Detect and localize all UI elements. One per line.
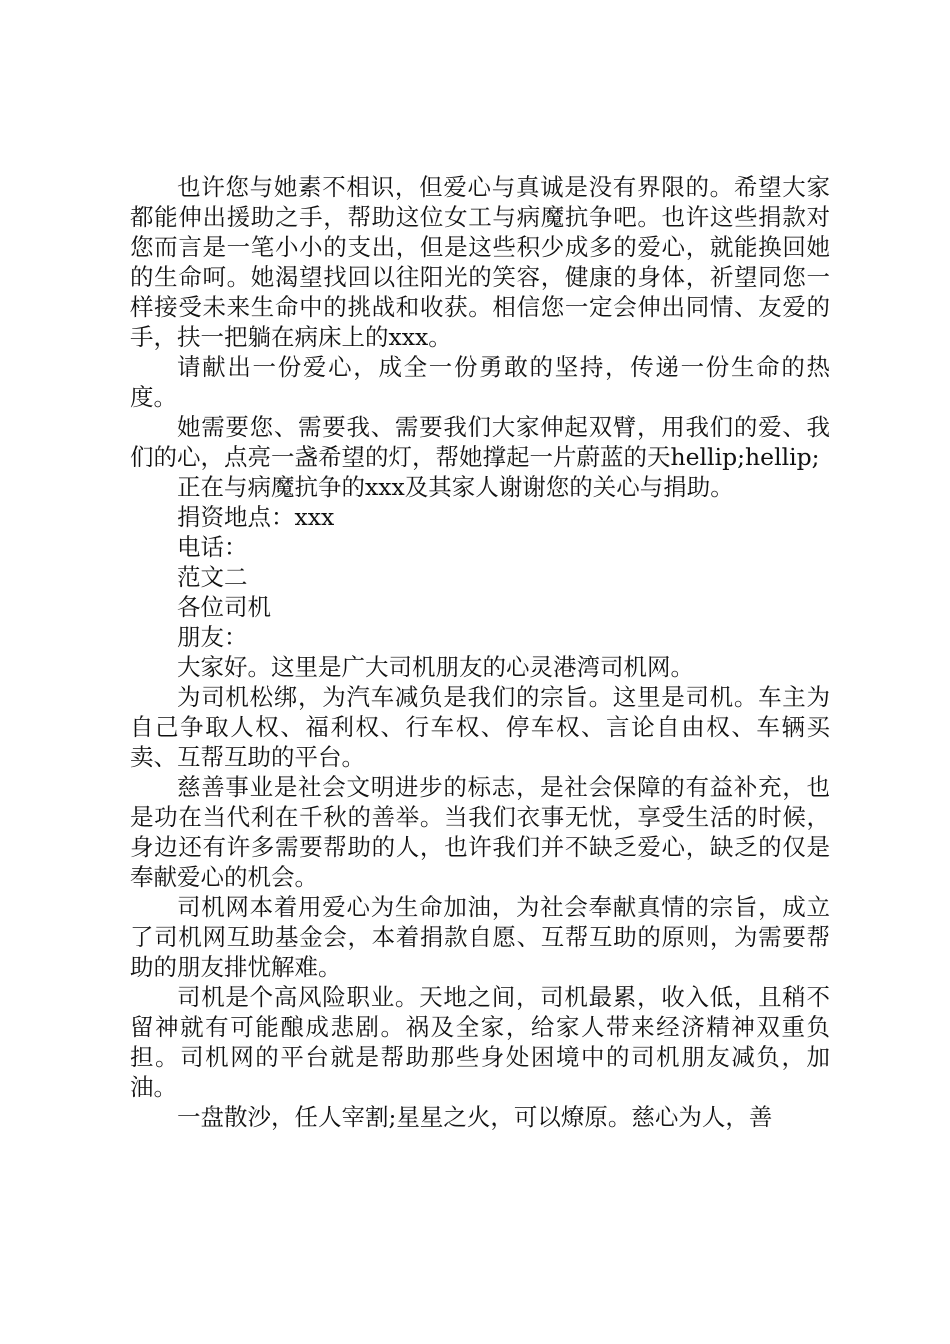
paragraph-need-you: 她需要您、需要我、需要我们大家伸起双臂，用我们的爱、我们的心，点亮一盏希望的灯，帮她撑起一片蔚蓝的天hellip;hellip; — [130, 413, 830, 471]
paragraph-mutual-aid-fund: 司机网本着用爱心为生命加油，为社会奉献真情的宗旨，成立了司机网互助基金会，本着捐款自愿、互帮互助的原则，为需要帮助的朋友排忧解难。 — [130, 893, 830, 981]
document-body — [130, 172, 830, 1132]
paragraph-purpose: 为司机松绑，为汽车减负是我们的宗旨。这里是司机。车主为自己争取人权、福利权、行车权、停车权、言论自由权、车辆买卖、互帮互助的平台。 — [130, 683, 830, 771]
paragraph-greeting: 大家好。这里是广大司机朋友的心灵港湾司机网。 — [177, 653, 694, 681]
paragraph-donation-location: 捐资地点：xxx — [177, 503, 335, 531]
paragraph-salutation-drivers: 各位司机 — [177, 593, 271, 621]
paragraph-sample-two-heading: 范文二 — [177, 563, 248, 591]
paragraph-salutation-friends: 朋友： — [177, 623, 248, 651]
paragraph-appeal: 也许您与她素不相识，但爱心与真诚是没有界限的。希望大家都能伸出援助之手，帮助这位女工与病魔抗争吧。也许这些捐款对您而言是一笔小小的支出，但是这些积少成多的爱心，就能换回她的生命呵。她渴望找回以往阳光的笑容，健康的身体，祈望同您一样接受未来生命中的挑战和收获。相信您一定会伸出同情、友爱的手，扶一把躺在病床上的xxx。 — [130, 173, 830, 351]
paragraph-thanks: 正在与病魔抗争的xxx及其家人谢谢您的关心与捐助。 — [177, 473, 734, 501]
paragraph-offer-love: 请献出一份爱心，成全一份勇敢的坚持，传递一份生命的热度。 — [130, 353, 830, 411]
paragraph-phone: 电话： — [177, 533, 248, 561]
paragraph-spark: 一盘散沙，任人宰割;星星之火，可以燎原。慈心为人，善 — [177, 1103, 773, 1131]
paragraph-high-risk: 司机是个高风险职业。天地之间，司机最累，收入低，且稍不留神就有可能酿成悲剧。祸及全家，给家人带来经济精神双重负担。司机网的平台就是帮助那些身处困境中的司机朋友减负，加油。 — [130, 983, 830, 1101]
paragraph-charity: 慈善事业是社会文明进步的标志，是社会保障的有益补充，也是功在当代利在千秋的善举。当我们衣事无忧，享受生活的时候，身边还有许多需要帮助的人，也许我们并不缺乏爱心，缺乏的仅是奉献爱心的机会。 — [130, 773, 830, 891]
